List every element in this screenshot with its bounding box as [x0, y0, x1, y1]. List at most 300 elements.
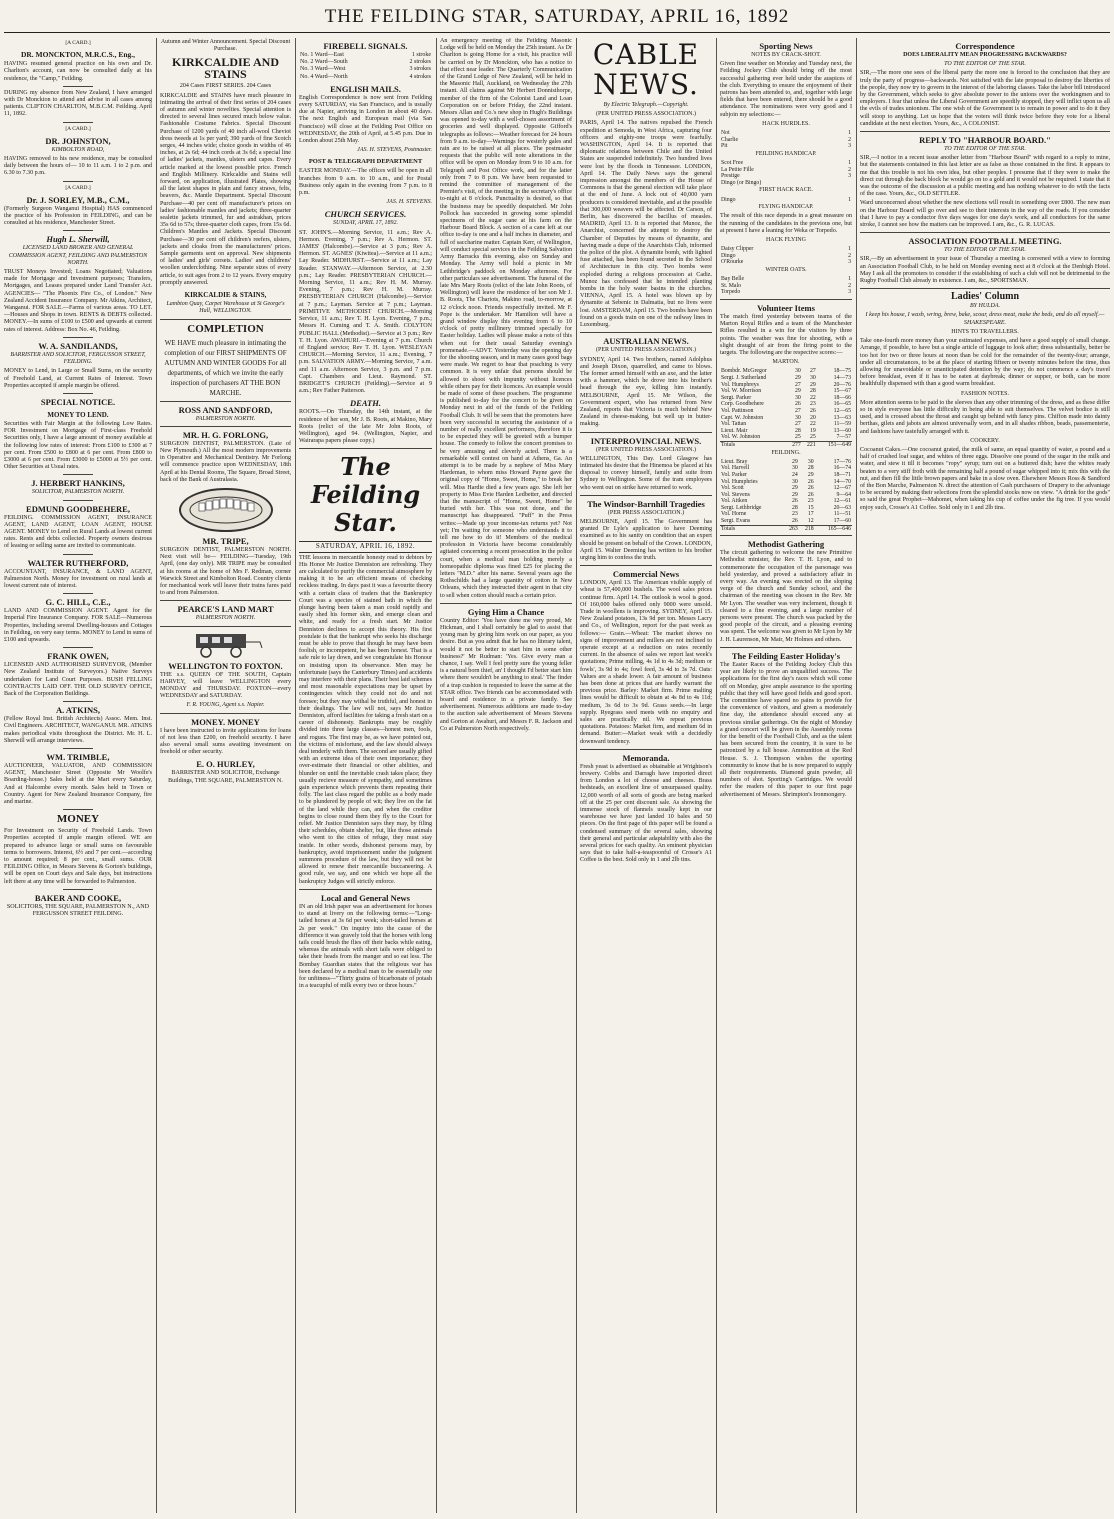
table-row [720, 465, 852, 472]
table-cell: Vol. Humphries [721, 478, 758, 485]
ad-signature: KIRKCALDIE & STAINS, [184, 291, 267, 300]
section-subheading: HINTS TO TRAVELLERS. [951, 328, 1019, 335]
section-heading: Memoranda. [622, 752, 670, 763]
ad-heading: E. O. HURLEY, [196, 759, 255, 770]
divider [160, 319, 291, 320]
table-row [720, 253, 852, 260]
divider [299, 889, 432, 890]
table-row [720, 375, 852, 382]
byline: BY HULDA. [969, 303, 1000, 310]
table-cell: Vol. Stevens [721, 491, 750, 498]
table-cell: 2 [848, 136, 851, 143]
table-cell: 16—65 [833, 401, 851, 408]
table-cell: No. 3 Ward—West [300, 66, 346, 73]
column-5 [580, 38, 712, 1513]
table-cell: 26 [807, 491, 814, 498]
table-cell: No. 4 Ward—North [300, 73, 348, 80]
paper-dateline: SATURDAY, APRIL 16, 1892. [299, 541, 432, 552]
divider [63, 593, 93, 594]
table-cell: 18—71 [833, 471, 851, 478]
table-row [720, 428, 852, 435]
ad-heading: G. C. HILL, C.E., [45, 597, 111, 608]
column-4 [440, 38, 572, 1513]
table-cell: 27 [794, 381, 801, 388]
ad-body: (Formerly Surgeon Wanganui Hospital) HAS commenced the practice of his Profession in FEILDING, and can be consulted at his residence, Manchester Street. [4, 205, 152, 227]
table-cell: 15—67 [833, 388, 851, 395]
table-cell: St. Malo [721, 282, 741, 289]
card-tag: [A CARD.] [65, 40, 91, 46]
table-cell: Bay Belle [721, 276, 745, 283]
section-subheading: (PER UNITED PRESS ASSOCIATION.) [595, 446, 696, 453]
section-subheading: (PER UNITED PRESS ASSOCIATION.) [595, 347, 696, 354]
card-tag: [A CARD.] [65, 184, 91, 191]
table-cell: 3 [848, 259, 851, 266]
ad-body: FEILDING. COMMISSION AGENT, INSURANCE AGENT, LAND AGENT, LOAN AGENT, HOUSE AGENT. MONEY to Lend on Rural Lands at lowest current rates. Rents and debts collected. Property owners desirous of leasing or selling same are invited to communicate. [4, 514, 152, 550]
ad-subheading: LICENSED LAND BROKER AND GENERAL COMMISSION AGENT, FEILDING AND PALMERSTON NORTH. [8, 245, 148, 266]
table-cell: 26 [794, 401, 801, 408]
column-rule [576, 38, 577, 1513]
column-2 [160, 38, 291, 1513]
table-cell: 1 [848, 276, 851, 283]
article-body: PARIS, April 14. The natives repulsed the French expedition at Semoda, in West Africa, capturing four officers and eighty-one troops were fearfully. WASHINGTON, April 14. It is reported that diplomatic relations between Chile and the United States are suspended indefinitely. Two hundred lives were lost by the floods in Tennessee. LONDON, April 14. The Daily News says the general impression amongst the members of the House of Commons is that the general election will take place at the end of June. A lock out of 40,000 yarn producers is considered inevitable, and at the possible that 300,000 weavers will be affected. Dr Carson, of Berlin, has discovered the bacillus of measles. MADRID, April 13. It is reported that Munoz, the Anarchist, concerned the attempt to destroy the Chamber of Deputies by means of dynamite, and having made a dupe of the Anarchists Club, informed the police of the plot. A dynamite bomb, with lighted fuse attached, has been found secreted in the School of Architecture in this city. Two bombs were exploded during a religious procession at Cadiz. Munoz has confessed that he intended planting bombs in the holy water basins in the churches. VIENNA, April 15. A hotel was blown up by dynamite at Sebenic in Dalmatia, but no lives were lost. AMSTERDAM, April 15. Two bombs have been found on a goods train on one of the railway lines in Luxemburg. [580, 120, 712, 329]
table-cell: Vol. W. Johnston [721, 434, 761, 441]
table-cell: 27 [809, 368, 816, 375]
divider [63, 122, 93, 123]
table-cell: 2 [848, 166, 851, 173]
table-cell: 27 [794, 421, 801, 428]
letter-body: SIR,—The more one sees of the liberal party the more one is forced to the conclusion that they are truly the party of progress—backwards. Not satisfied with the late proposal to destroy the liberties of the people, they now try to govern in the interest of the laboring classes. Take the labor bill introduced by the Government, which seeks to give absolute power to the unions over the workingmen and to employers. I fear that unless the Liberal Government are speedily stopped, they will inflict upon us all the evils of trades unionism. The one wish of the Government is to remain in power and to do it they will stoop to anything. Let us hope that the voters will think twice before they vote for a liberal candidate at the next election. Yours, &c., A COLONIST. [860, 70, 1110, 127]
table-cell: 221 [802, 441, 817, 448]
divider [63, 474, 93, 475]
divider [63, 393, 93, 394]
table-cell: 29 [792, 491, 798, 498]
ad-heading: Hugh L. Sherwill, [46, 234, 110, 245]
letter-body: SIR,—I notice in a recent issue another letter from "Harbour Board" with regard to a reply to mine, but the statements contained in this last letter are as false as those contained in the first. It appears to me that this trouble is not his own idea, but other peoples. I presume that if they were to make the direct cut through the back block he would go on to a gold and it would not be required. I state that it was the outcome of the discussion at a public meeting and has nothing whatever to do with the facts of the case. Yours, &c., OLD SETTLER. [860, 155, 1110, 198]
divider [63, 701, 93, 702]
section-subheading: SUNDAY, APRIL 17, 1892. [333, 220, 398, 227]
table-cell: 3 strokes [409, 66, 431, 73]
column-7 [860, 38, 1110, 1513]
divider [63, 230, 93, 231]
ad-subheading: MONEY TO LEND. [47, 410, 109, 419]
divider [860, 288, 1110, 289]
table-cell: Vol. Harvell [721, 465, 750, 472]
article-body: EASTER MONDAY.—The offices will be open in all branches from 9 a.m. to 10 a.m., and for Postal Business only again in the evening from 7 p.m. to 8 p.m. [299, 168, 432, 197]
table-cell: 3 [848, 173, 851, 180]
table-cell: 30 [809, 374, 816, 381]
table-row [720, 421, 852, 428]
table-cell: Scot Free [721, 160, 744, 167]
table-row [720, 143, 852, 150]
table-row [299, 52, 432, 59]
table-cell: 27 [794, 407, 801, 414]
column-rule [295, 38, 296, 1513]
article-body: WELLINGTON, This Day. Lord Glasgow has intimated his desire that the Hinemoa be placed at his disposal to convey himself, family and suite from Sydney to Wellington. Some of the tram employees who went out on strike have returned to work. [580, 455, 712, 491]
table-cell: 18—66 [833, 394, 851, 401]
ad-heading: MONEY. MONEY [191, 716, 260, 727]
column-rule [436, 38, 437, 1513]
section-subheading: FASHION NOTES. [961, 390, 1009, 397]
table-cell: 29 [794, 374, 801, 381]
paper-title: The Feilding Star. [310, 452, 421, 538]
ad-heading: EDMUND GOODBEHERE, [26, 503, 130, 514]
ad-heading: WM. TRIMBLE, [46, 752, 110, 762]
column-1 [4, 38, 152, 1513]
table-cell: 28 [792, 504, 798, 511]
ad-body: LAND AND COMMISSION AGENT. Agent for the Imperial Fire Insurance Company. FOR SALE—Numerous Properties, including several Dwelling-houses and Cottages in Feilding, on very easy terms. MONEY to Lend in sums of £100 and upwards. [4, 608, 152, 643]
ad-heading: BAKER AND COOKE, [34, 892, 122, 903]
table-row [720, 472, 852, 479]
table-cell: 28 [794, 427, 801, 434]
article-body: English Correspondence is now sent from Feilding every SATURDAY, via San Francisco, and is usually due at Napier, arriving in London in about 40 days. The next English and European mail (via San Francisco) will close at the Feilding Post Office on WEDNESDAY, the 20th of April, at 5.45 p.m. Due in London about 25th May. [299, 94, 432, 145]
table-cell: 30 [794, 394, 801, 401]
table-row [720, 388, 852, 395]
letter-address: TO THE EDITOR OF THE STAR. [944, 247, 1026, 254]
divider [580, 749, 712, 750]
section-heading: ENGLISH MAILS. [330, 83, 401, 94]
ad-body: I have been instructed to invite applications for loans of not less than £200, on freehold security. I have also several small sums awaiting investment on freehold or other security. [160, 727, 291, 756]
table-row [720, 259, 852, 266]
section-heading: CABLE NEWS. [592, 38, 700, 101]
race-heading: FIRST HACK RACE. [759, 187, 813, 194]
table-cell: O'Rourke [721, 259, 744, 266]
ad-heading: WALTER RUTHERFORD, [27, 557, 129, 568]
section-subheading: COOKERY. [970, 437, 1000, 444]
section-heading: REPLY TO "HARBOUR BOARD." [919, 135, 1051, 146]
table-cell: 26 [792, 498, 798, 505]
ad-body: Securities with Fair Margin at the following Low Rates. FOR Investment on Mortgage of First-class Freehold Securities only, I have a large amount of money available at the following low rates of interest: From £100 to £300 at 7 per cent. From £500 to £800 at 6 per cent. From £800 to £3000 at 6 per cent. From £3000 to £5000 at 5½ per cent. Other Securities at Usual rates. [4, 420, 152, 471]
divider [63, 809, 93, 810]
firebell-table [299, 52, 432, 81]
table-row [720, 167, 852, 174]
table-row [720, 505, 852, 512]
column-3 [299, 38, 432, 1513]
selection-table [720, 160, 852, 186]
table-cell: 29 [807, 471, 814, 478]
article-body: ST. JOHN'S.—Morning Service, 11 a.m.; Rev A. Hermon. Evening, 7 p.m.; Rev A. Hermon. ST. JAMES' (Halcombe).—Service at 3 p.m.; Rev A. Hermon. ST. AGNES' (Kiwitea).—Service at 11 a.m.; Lay Reader. MIDHURST.—Service at 11 a.m.; Lay Reader. STANWAY.—Afternoon Service, at 2.30 p.m.; Lay Reader. PRESBYTERIAN CHURCH.—Morning Service, 11 a.m.; Rev H. M. Murray. Evening, 7 p.m.; Rev H. M. Murray. PRESBYTERIAN CHURCH (Halcombe).—Service at 7 p.m.; Layman. Service at 7 p.m.; Layman. PRIMITIVE METHODIST CHURCH.—Morning Service, 11 a.m.; Rev T. H. Lyon. Evening, 7 p.m.; Messrs H. Cuming and T. A. Smith. COLYTON PUBLIC HALL (Methodist).—Service at 3 p.m.; Rev T. H. Lyon. AWAHURI.—Evening at 7 p.m. Church of England service; Rev T. H. Lyon. WESLEYAN CHURCH.—Morning Service, 11 a.m.; Evening, 7 p.m. SALVATION ARMY.—Morning Service, 7 a.m. and 11 a.m. Afternoon Service, 3 p.m. and 7 p.m. Capt. Chambers and Lieut. Raymond. ST. BRIDGET'S CHURCH (Feilding).—Service at 9 a.m.; Rev Father Patterson. [299, 229, 432, 395]
table-cell: 30 [794, 414, 801, 421]
divider [720, 299, 852, 300]
table-cell: Lieut. Mair [721, 427, 748, 434]
table-cell: Vol. Horne [721, 511, 747, 518]
table-cell: 20—76 [833, 381, 851, 388]
table-cell: 9—64 [836, 491, 851, 498]
score-table [720, 368, 852, 448]
section-heading: POST & TELEGRAPH DEPARTMENT [308, 158, 423, 166]
table-cell: 30 [794, 368, 801, 375]
table-row [720, 498, 852, 505]
table-row [720, 518, 852, 525]
letter-address: TO THE EDITOR OF THE STAR. [944, 61, 1026, 68]
letter-body: SIR,—By an advertisement in your issue of Thursday a meeting is convened with a view to forming an Association Football Club, to be held on Monday evening next at 8 o'clock at the Denbigh Hotel. May I ask all the promoters to consider if the establishing of such a club will not be detrimental to the Rugby Football Club already in existence. I am, &c., SPORTSMAN. [860, 256, 1110, 285]
table-cell: 29 [794, 388, 801, 395]
ad-heading: DR. MONCKTON, M.R.C.S., Eng., [20, 50, 136, 60]
ad-body: ACCOUNTANT, INSURANCE, & LAND AGENT, Palmerston North. Money for investment on rural lands at lowest current rate of interest. [4, 568, 152, 589]
section-subheading: DOES LIBERALITY MEAN PROGRESSING BACKWARDS? [903, 52, 1067, 58]
table-cell: 15 [807, 504, 814, 511]
table-cell: 29 [809, 381, 816, 388]
divider [580, 565, 712, 566]
table-cell: Torpedo [721, 289, 741, 296]
column-6 [720, 38, 852, 1513]
table-cell: 2 [848, 252, 851, 259]
ad-body: MONEY to Lend, in Large or Small Sums, on the security of Freehold Land, at Current Rates of Interest. Town Properties accepted if ample margin be offered. [4, 368, 152, 389]
divider [160, 401, 291, 402]
article-body: ROOTS.—On Thursday, the 14th instant, at the residence of her son, Mr J. B. Roots, at Makino, Mary Roots (relict of the late Mr John Roots, of Wellington), aged 94. (Wellington, Napier, and Wairarapa papers please copy.) [299, 409, 432, 445]
article-body: SYDNEY, April 14. Two brothers, named Adolphus and Joseph Dixon, quarrelled, and came to blows. The former armed himself with an axe, and the latter with a hammer, which he drove into his brother's head through the eye, killing him instantly. MELBOURNE, April 15. Mr Wilson, the Government expert, who has returned from New Zealand, reports that Victoria is much behind New Zealand in cheese-making, but well up in butter-making. [580, 356, 712, 428]
dental-plate-icon [181, 490, 271, 530]
article-body: Given fine weather on Monday and Tuesday next, the Feilding Jockey Club should bring off the most successful gathering ever held under the auspices of the club. Everything to ensure the enjoyment of their patrons has been attended to, and, together with large fields that have been entered, there should be a good attendance. The nominations were very good and I subjoin my selections:— [720, 61, 852, 118]
table-cell: 16—74 [833, 465, 851, 472]
ad-body: LICENSED AND AUTHORISED SURVEYOR, (Member New Zealand Institute of Surveyors.) Native Surveys undertaken for Land Court Purposes. BUSH FELLING CONTRACTS LAID OFF. THE OLD SURVEY OFFICE, Back of the Corporation Buildings. [4, 662, 152, 697]
divider [440, 603, 572, 604]
divider [63, 647, 93, 648]
divider [63, 181, 93, 182]
table-cell: 29 [792, 485, 798, 492]
table-cell: Totals [720, 441, 787, 448]
table-cell: Sergt. J. Sutherland [721, 374, 767, 381]
ad-body: DURING my absence from New Zealand, I have arranged with Dr Monckton to attend and advise in all cases among patients. CLIFTON CHARLTON, M.B.C.M. Feilding. April 11, 1892. [4, 89, 152, 118]
table-total-row [720, 441, 852, 448]
section-heading: Local and General News [320, 892, 410, 903]
article-body: Country Editor: 'You have done me very proud, Mr Hickman, and I shall certainly be glad to assist that young man by giving him work on our paper, as you desire. But as you admit that he has no literary talent, would it not be better to start him in some other business?' Mr Rudman: 'Yes. Give every man a chance, I say. Well I feel pretty sure the young feller is a natural born thief, an' I thought I'd better start him where there wouldn't be anything to steal.' The finder of a trap cushion is requested to leave the same at the STAR office. Two friends can be accommodated with board and residence in a private family. See advertisement. Numerous additions are made to-day to the auction sale advertisement of Messrs Stevens and Gorton at Awahuri, and Messrs F. R. Jackson and Co at Palmerston North respectively. [440, 617, 572, 732]
table-cell: 11—59 [833, 421, 851, 428]
ad-heading: W. A. SANDILANDS, [38, 340, 118, 351]
ad-body: (Fellow Royal Inst. British Architects) Assoc. Mem. Inst. Civil Engineers. ARCHITECT, WANGANUI. MR. ATKINS makes periodical visits throughout the District. Mr. H. L. Sherwill will arrange interviews. [4, 716, 152, 744]
table-cell: 12—61 [833, 498, 851, 505]
section-heading: Sporting News [759, 41, 813, 51]
table-row [720, 401, 852, 408]
table-row [720, 276, 852, 283]
ad-heading: MR. H. G. FORLONG, [182, 429, 269, 440]
table-total-row [720, 525, 852, 532]
table-row [720, 173, 852, 180]
team-heading: FEILDING. [771, 449, 801, 456]
table-cell: Capt. W. Johnston [721, 414, 764, 421]
table-cell: Lieut. Bray [721, 458, 748, 465]
table-cell: 2 [848, 282, 851, 289]
table-cell: La Petite Fille [721, 166, 754, 173]
table-cell: 1 [848, 246, 851, 253]
table-cell: Totals [720, 525, 783, 532]
ad-subheading: PALMERSTON NORTH. [195, 615, 256, 622]
article-body: An emergency meeting of the Feilding Masonic Lodge will be held on Monday the 25th instant. As Dr Charlton is going Home for a visit, his practice will be carried on by Dr Monckton, who has a notice to that effect near leader. The Quarterly Communication of the Grand Lodge of New Zealand, will be held in the Masonic Hall, Auckland, on Wednesday the 27th instant. All claims against Mr Herbert Donnisthorpe, member of the firm of the Colonist Land and Loan Corporation on or before Friday, the 22nd instant. Messrs Allan and Co.'s new shop in Hugh's Buildings was opened to-day with a well-chosen assortment of groceries and well displayed. Opposite Gifford's telegraphs as follows:—Weather forecast for 24 hours from 9 a.m. to-day—Warnings for westerly gales and rain are to be raised at all places. The postmaster requests that the public will note alterations in the office will be open on Monday from 9 to 10 a.m. for Telegraph and Post Office work, and for the latter only from 7 to 8 p.m. We have been requested to remind the committee of management of the Premier's visit, of the meeting in the secretary's office to-night at 8 o'clock. Punctuality is desired, so that the business may be speedily despatched. Mr John Pollock has succeeded in growing some splendid specimens of the sugar cane at his farm on the Harbour Board Block. A section of a cane left at our office to-day is one and a half inches in diameter, and full of saccharine matter. Captain Kerr, of Wellington, will conduct special services in the Feilding Salvation Army Barracks this evening, also on Sunday and Monday. The Army will hold a picnic in Mr Lethbridge's paddock on Monday afternoon. For other particulars see advertisement. The funeral of the late Mrs Mary Roots (relict of the late John Roots, of Wellington) will leave the residence of her son Mr J. B. Roots, The Chariots, Makino road, to-morrow, at 12 o'clock noon. Friends respectfully invited. Mr F. Pope is the undertaker. Mr Hamilton will have a grand window display this evening from 6 to 10 o'clock of pretty millinery trimmed specially for Easter holiday. Ladies will please make a note of this when out for their usual Saturday evening's promenade.—ADVT. Yesterday was the opening day for the shooting season, and in many cases good bags were made. We regret to hear that poaching is very common. It is very unfair that persons should be allowed to shoot with impunity without licences while others pay for their licences. An example would be made of some of these poachers. The programme is published to-day for the concert to be given on Monday next in aid of the funds of the Feilding Football Club. It will be seen that the promoters have been very successful in securing the assistance of a number of really excellent performers, therefore it is to be expected they will be greeted with a bumper house. The comedy to follow the concert promises to be very amusing and cleverly acted. There is a remarkable will contest on hand at Athens, Ga. An attempt is to be made by a nephew of Miss Mary Hardeman, to whom miss Howard Payne gave the original copy of "Home, Sweet, Home," to break her will. Miss Hardie died a few years ago. She left her property to Miss Evie Harden Ledbetter, and directed that the manuscript of "Home, Sweet, Home" be buried with her. This was not done, and the manuscript has disappeared. "Puff" in the Press writes:—Made up your income-tax returns yet? Not yet; I'm waiting for someone who understands it to tell me how to do it! Members of the medical profession in Victoria have become considerably agitated concerning a recent prosecution in the police court, when a medical man holding merely a homeopathic diploma was fined £25 for placing the letters "M.D." after his name. Several years ago the Rothschilds had a large quantity of cotton in New Orleans, which they instructed their agent in that city to sell when cotton should reach a certain price. [440, 38, 572, 599]
table-cell: 28 [809, 388, 816, 395]
table-cell: 3 [848, 289, 851, 296]
table-row [720, 434, 852, 441]
table-cell: 30 [792, 465, 798, 472]
table-row [720, 479, 852, 486]
article-body: The circuit gathering to welcome the new Primitive Methodist minister, the Rev. T. H. Lyon, and to commemorate the occupation of the parsonage was held yesterday, and proved a satisfactory affair in every way. An evening was erected on the sloping verge of the church and Sunday school, and the chairman of the meeting was chosen in the Rev. Mr Mr Lyon. The weather was very inclement, though it cleared to a fine evening, and a large number of persons were present. The church was packed by the good people of the circuit, and a pleasing evening was spent. The welcome was given to Mr Lyon by Mr J. H. Laurenson, Mr Mair, Mr Holmes and others. [720, 550, 852, 643]
letter-body: Ward unconcerned about whether the new elections will result in something over £800. The new man on the Harbour Board will go over and see to their interests in the way of the roads. If you consider that I have to pay a conductor five days wages for one day's work, and all conductors for the same stroke, I cannot see how the matters can be improved. I am, &c., G. R. LUCAS. [860, 200, 1110, 229]
table-cell: 22 [809, 421, 816, 428]
table-cell: 26 [807, 478, 814, 485]
table-cell: 20—63 [833, 504, 851, 511]
table-cell: Sergt. Parker [721, 394, 752, 401]
signature: JAS. H. STEVENS. [386, 199, 432, 206]
table-cell: 151—649 [817, 441, 852, 448]
table-row [720, 408, 852, 415]
article-body: The result of this race depends in a great measure on the running of the candidates in the previous one, but at present I have a leaning for Weka or Torpedo. [720, 213, 852, 234]
masthead-rule [4, 32, 1110, 33]
table-cell: 23 [807, 498, 814, 505]
ad-body: THE s.s. QUEEN OF THE SOUTH, Captain HARVEY, will leave WELLINGTON every MONDAY and THURSDAY. FOXTON—every WEDNESDAY and SATURDAY. [160, 671, 291, 700]
table-cell: Vol. Parker [721, 471, 747, 478]
table-cell: 12—65 [833, 407, 851, 414]
section-heading: INTERPROVINCIAL NEWS. [590, 435, 702, 446]
column-rule [156, 38, 157, 1513]
table-cell: 28 [807, 465, 814, 472]
section-heading: Gying Him a Chance [467, 606, 545, 617]
table-cell: Corp. Goodbehere [721, 401, 764, 408]
table-cell: Sergt. Evans [721, 518, 751, 525]
table-cell: 30 [792, 478, 798, 485]
quote: I keep his house, I wash, wring, brew, bake, scour, dress meat, make the beds, and do all myself.—SHAKESPEARE. [865, 312, 1105, 326]
ad-heading: ROSS AND SANDFORD, [178, 404, 273, 415]
article-body: The match fired yesterday between teams of the Marton Royal Rifles and a team of the Manchester Rifles resulted in a win for the visitors by three points. The weather was fine for shooting, with a slight draught of air from the firing point to the targets. The following are the respective scores:— [720, 313, 852, 356]
table-cell: 26 [792, 518, 798, 525]
table-cell: 13—60 [833, 427, 851, 434]
section-subheading: By Electric Telegraph.—Copyright. [603, 102, 689, 108]
table-cell: Vol. W. Morrison [721, 388, 762, 395]
table-cell: 3 [848, 143, 851, 150]
race-heading: WINTER OATS. [765, 266, 807, 273]
ad-heading: FRANK OWEN, [47, 651, 109, 662]
table-cell: 19 [809, 427, 816, 434]
section-heading: The Feilding Easter Holiday's [731, 650, 841, 661]
ad-heading: MONEY [56, 813, 100, 826]
divider [299, 448, 432, 449]
divider [160, 626, 291, 627]
table-row [720, 283, 852, 290]
ad-heading: MR. TRIPE, [202, 535, 249, 546]
selection-table [720, 246, 852, 266]
ad-body: For Investment on Security of Freehold Lands. Town Properties accepted if ample margin offered. WE are prepared to advance large or small sums on favourable terms to borrowers. Interest, 6½ and 7 per cent.—according to amount required; 8 per cent., small sums. OUR FEILDING Office, in Messrs Stevens & Gorton's buildings, will be open on Court days and Sale days, but instructions left there at any time will be forwarded to Palmerston. [4, 828, 152, 885]
table-cell: 12—67 [833, 485, 851, 492]
table-cell: Bombdr. McGregor [721, 368, 767, 375]
table-cell: 25 [794, 434, 801, 441]
table-row [720, 246, 852, 253]
table-cell: 277 [787, 441, 802, 448]
table-row [720, 492, 852, 499]
masthead: THE FEILDING STAR, SATURDAY, APRIL 16, 1892 [324, 6, 790, 27]
ad-subheading: SOLICITOR, PALMERSTON NORTH. [31, 489, 125, 496]
table-cell: Prestige [721, 173, 740, 180]
table-cell: 165—646 [815, 525, 852, 532]
table-cell: 11—51 [833, 511, 851, 518]
table-cell: 1 [848, 196, 851, 203]
score-table [720, 459, 852, 533]
editorial: THE lessons in mercantile honesty read to debtors by His Honor Mr Justice Denniston are refreshing. They are calculated to purify the commercial atmosphere by making it to be an efficient means of checking reckless trading. In days past it was a favourite theory with a certain class of traders that the Bankruptcy Court was a species of stained bath in which the plunge having been taken a man could rapidly and easily shed his former skin, and emerge clean and white, and ready for a fresh start. Mr Justice Denniston declines to accept this theory. His first postulate is that the bankrupt who seeks his discharge must be able to prove that though he may have been foolish, or incompetent, he has been honest. That is a safe rule to lay down, and we congratulate his Honour on insisting upon its observance. Men may be unfortunate (says the Canterbury Times) and accidents may interfere with their plans. Their best laid schemes and most reasonable expectations may be upset by contingencies which they could not do and not foresee; but they may withal be truthful, and honest in their dealings. The law will not, says Mr Justice Denniston, afford facilities for taking a fresh start on a career of dishonesty. Bankrupts may be roughly divided into three large classes—honest men, fools, and rogues. The first may be, as we have pointed out, the victims of misfortune, and the law should always deal tenderly with them. The second are usually gifted with an extreme idea of their own importance; they over-estimate their financial or other abilities, and blunder on until the inevitable crash takes place; they usually recieve measure of sympathy, and sometimes gain experience which prevents them repeating their folly. The last class regard the public as a body made to be plundered by people of wit; they live on the fat of the land while they can, and when the creditor begins to close round them they fly to the Court for relief. Mr Justice Denniston says they may, by filing their schedules, obtain shelter, but, like those animals who went to the cities of refuge, they must stay inside. In other words, dishonest persons may, by bankruptcy, avoid imprisonment under the judgment summons procedure of the law, but they will not be allowed to renew their mercantile buccaneering. A good rule, we say, and one which we hope all the bankruptcy Judges will strictly enforce. [299, 554, 432, 885]
table-cell: 7—57 [836, 434, 851, 441]
table-cell: 26 [807, 485, 814, 492]
article-body: MELBOURNE, April 15. The Government has granted Dr Lyle's application to have Deeming examined as to his sanity on condition that an expert should be present on behalf of the Crown. LONDON, April 15. Walter Deeming has written to his brother urging him to confess the truth. [580, 518, 712, 561]
article-body: Take one-fourth more money than your estimated expenses, and have a good supply of small change. Arrange, if possible, to have but a single article of luggage to look after; dress substantially, better be too hot for two or three hours at noon than be cold for the remainder of the twenty-four; arrange, under all circumstances, to be at the place of starting fifteen or twenty minutes before the time, thus allowing for unavoidable or unanticipated detention by the way; do not commence a day's travel before breakfast, even if it has to be eaten at daybreak; dinner or supper, or both, can be more healthfully dispensed with than a good warm breakfast. [860, 338, 1110, 388]
section-subheading: (PER UNITED PRESS ASSOCIATION.) [595, 111, 696, 118]
ad-heading: Dr. J. SORLEY, M.B., C.M., [26, 194, 130, 205]
table-cell: Sergt. Lethbridge [721, 504, 762, 511]
article-body: The Easter Races of the Feilding Jockey Club this year are likely to prove an unqualified success. The applications for the first day's races which will come off on Monday, give ample assurance to the sporting public that they will have good fields and good sport. The committee have spared no pains to provide for the convenience of visitors, and given a moderately fine day, the attendance should exceed any at previous similar gatherings. On the night of Monday a grand concert will be given in the Assembly rooms for the benefit of the Football Club, and as the talent has been secured from the country, it is sure to be patronized by a full house. Ammunition at the Red House. S. J. Thompson wishes the sporting community to know that he is now prepared to supply all their requirements. Diamond grain powder, all numbers of shot. Sporting's Cartridges. We would refer the readers of this paper to our first page advertisement of Messrs. Shrimpton's Ironmongery. [720, 661, 852, 798]
ad-signature: F. R. YOUNG, Agent s.s. Napier. [186, 702, 265, 709]
table-row [720, 160, 852, 167]
table-cell: 22 [809, 394, 816, 401]
ad-body: WE HAVE much pleasure in intimating the completion of our FIRST SHIPMENTS OF AUTUMN AND WINTER GOODS For all departments, of which we invite the early inspection of purchasers AT THE BON MARCHE. [164, 338, 287, 397]
coach-icon [186, 630, 266, 658]
selection-table [720, 130, 852, 150]
selection-table [720, 197, 852, 204]
table-cell: 14—70 [833, 478, 851, 485]
section-heading: CHURCH SERVICES. [324, 209, 407, 220]
race-heading: HACK FLYING [766, 237, 806, 243]
ad-body: HAVING resumed general practice on his own and Dr. Charlton's account, can now be consulted daily at his residence, the "Camp," Feilding. [4, 61, 152, 82]
table-cell: 218 [799, 525, 815, 532]
divider [860, 131, 1110, 132]
ad-heading: SPECIAL NOTICE. [40, 396, 116, 407]
table-row [720, 415, 852, 422]
table-cell: 14—73 [833, 374, 851, 381]
ad-heading: PEARCE'S LAND MART [177, 604, 274, 615]
divider [160, 600, 291, 601]
table-cell: 17—60 [833, 518, 851, 525]
divider [580, 332, 712, 333]
section-heading: Methodist Gathering [747, 539, 825, 550]
table-cell [838, 180, 852, 187]
ad-subheading: 204 Cases FIRST SERIES. 204 Cases [179, 83, 272, 90]
table-cell: Vol. Pattinson [721, 407, 754, 414]
table-cell: 1 stroke [411, 52, 431, 58]
table-row [720, 197, 852, 204]
divider [63, 554, 93, 555]
section-heading: The Windsor-Barnhill Tragedies [587, 498, 705, 509]
table-cell: Vol. Humphreys [721, 381, 759, 388]
divider [63, 86, 93, 87]
ad-heading: WELLINGTON TO FOXTON. [168, 660, 283, 671]
table-row [299, 59, 432, 66]
table-cell: 13—63 [833, 414, 851, 421]
race-heading: FLYING HANDICAP. [758, 204, 814, 211]
divider [63, 500, 93, 501]
team-heading: MARTON. [772, 359, 800, 366]
ad-subheading: Lambton Quay, Carpet Warehouse at St George's Hall, WELLINGTON. [166, 301, 285, 315]
table-cell: Dingo [721, 252, 736, 259]
section-heading: Ladies' Column [950, 291, 1020, 303]
ad-subheading: Autumn and Winter Announcement. Special Discount Purchase. [160, 39, 291, 53]
table-cell: 17 [807, 511, 814, 518]
divider [160, 426, 291, 427]
ad-heading: DR. JOHNSTON, [45, 135, 111, 146]
section-heading: Volunteer Items [757, 302, 815, 313]
section-heading: DEATH. [350, 398, 381, 409]
divider [160, 713, 291, 714]
table-row [299, 74, 432, 81]
ad-heading: A. ATKINS, [55, 705, 100, 716]
dental-plate-illustration [179, 488, 273, 532]
ad-body: AUCTIONEER, VALUATOR, AND COMMISSION AGENT, Manchester Street (Opposite Mr Woolfe's Boarding-house.) Sales held at the Mart every Saturday, And at Halcombe every month. Sales held in Town or Country. Agent for New Zealand Insurance Company, fire and marine. [4, 763, 152, 806]
divider [720, 647, 852, 648]
signature: JAS. H. STEVENS, Postmaster. [357, 147, 432, 154]
table-row [299, 66, 432, 73]
table-cell: 25 [809, 434, 816, 441]
ad-subheading: KIMBOLTON ROAD, [51, 146, 105, 153]
table-cell: 26 [809, 407, 816, 414]
section-heading: Commercial News [612, 569, 680, 580]
table-cell: 4 strokes [409, 73, 431, 80]
letter-address: TO THE EDITOR OF THE STAR. [944, 146, 1026, 153]
divider [580, 432, 712, 433]
ad-body: BARRISTER AND SOLICITOR, Exchange Buildings, THE SQUARE, PALMERSTON N. [168, 770, 283, 784]
section-heading: AUSTRALIAN NEWS. [603, 336, 689, 347]
ad-body: HAVING removed to his new residence, may be consulted daily between the hours of— 10 to 11 a.m. 1 to 2 p.m. and 6.30 to 7.30 p.m. [4, 156, 152, 177]
